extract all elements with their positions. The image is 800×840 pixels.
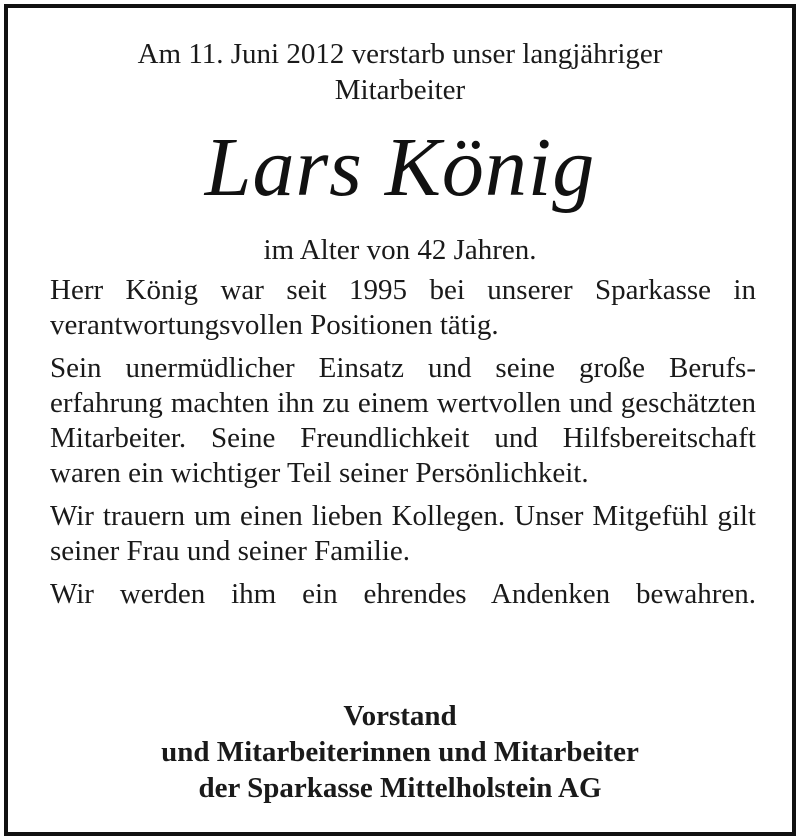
paragraph-tribute: Sein unermüdlicher Einsatz und seine große Berufserfahrung machten ihn zu einem wertvollen und geschätzten Mitarbeiter. Seine Freundlichkeit und Hilfsbereitschaft waren ein wichtiger Teil seiner Persönlichkeit. [50, 352, 756, 489]
intro-text [8, 36, 792, 108]
signature-line-2: und Mitarbeiterinnen und Mitarbeiter [161, 736, 639, 768]
intro-line-1: Am 11. Juni 2012 verstarb unser langjähriger [137, 38, 663, 70]
paragraph-condolence: Wir trauern um einen lieben Kollegen. Unser Mitgefühl gilt seiner Frau und seiner Familie. [50, 500, 756, 567]
signature-block [8, 698, 792, 806]
obituary-notice [4, 4, 796, 836]
intro-line-2: Mitarbeiter [334, 74, 466, 106]
signature-line-1: Vorstand [343, 700, 457, 732]
deceased-name: Lars König [204, 121, 596, 214]
age-line: im Alter von 42 Jahren. [263, 234, 537, 266]
paragraph-remembrance: Wir werden ihm ein ehrendes Andenken bewahren. [50, 578, 756, 610]
signature-line-3: der Sparkasse Mittelholstein AG [198, 772, 602, 804]
paragraph-career: Herr König war seit 1995 bei unserer Sparkasse in verantwortungsvollen Positionen tätig. [50, 274, 756, 341]
obituary-body [50, 273, 756, 620]
